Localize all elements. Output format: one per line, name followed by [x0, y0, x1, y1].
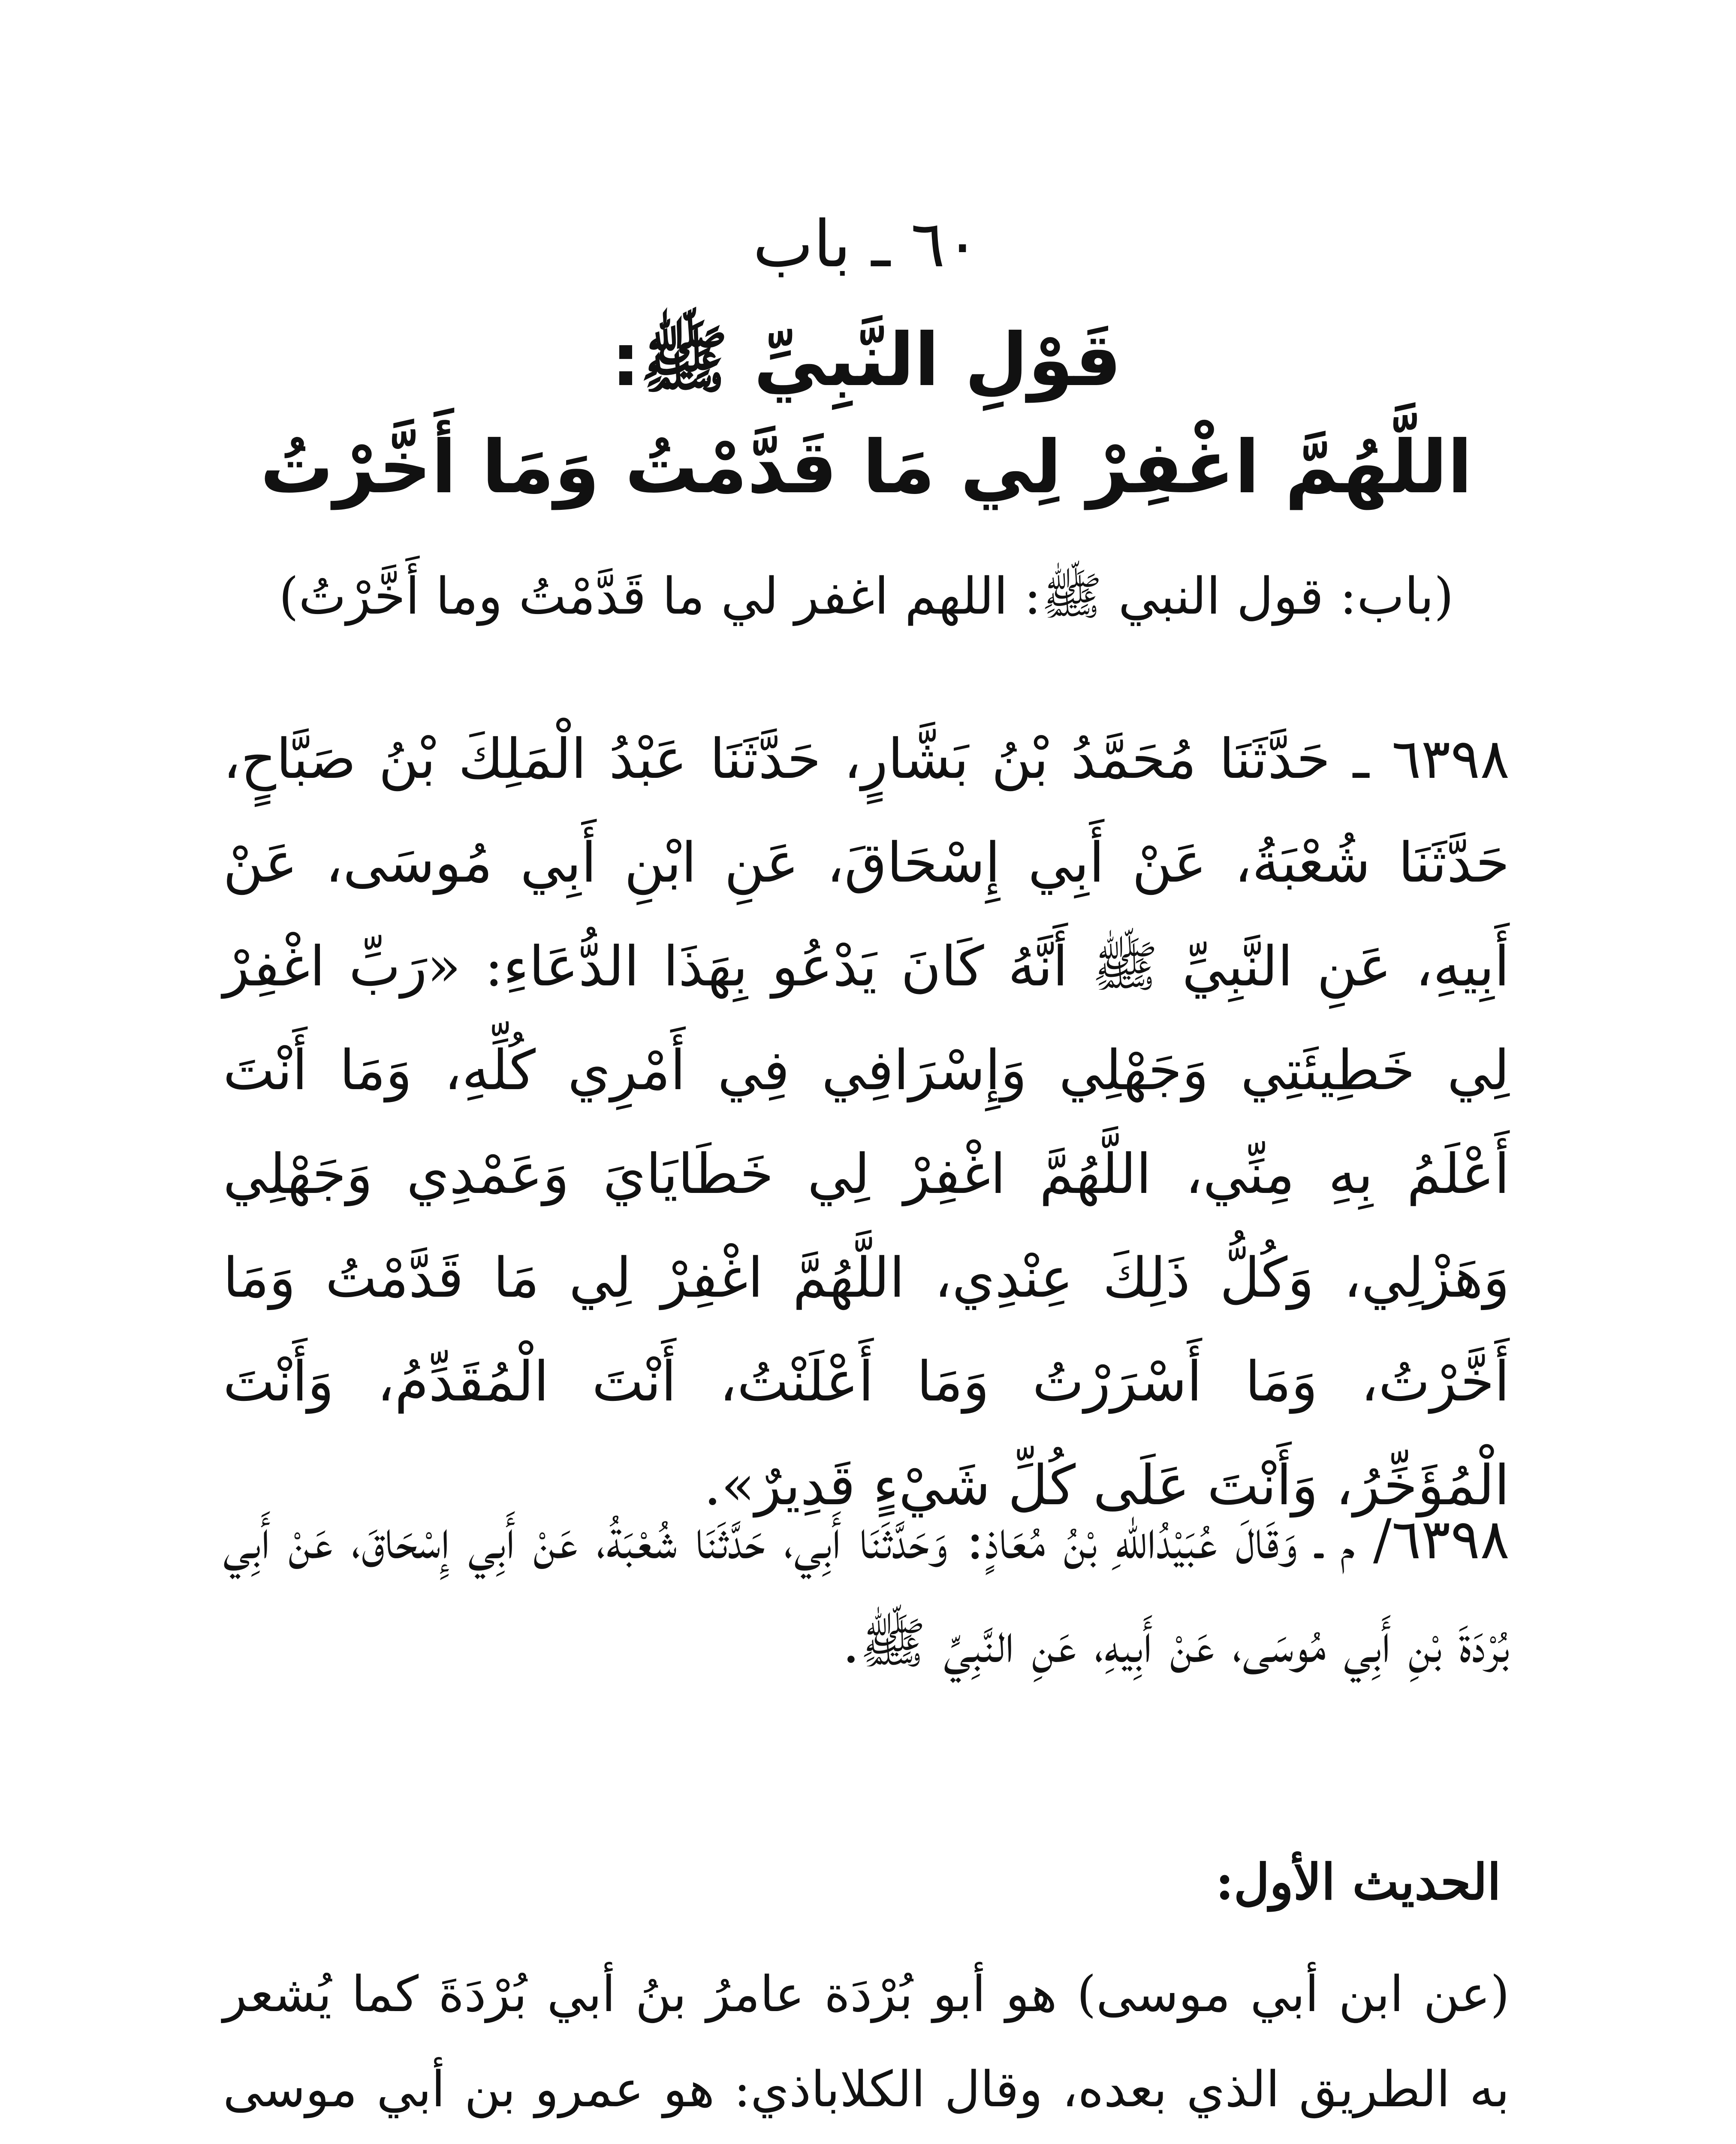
commentary-text: (عن ابن أبي موسى) هو أبو بُرْدَة عامرُ بنُ أبي بُرْدَةَ كما يُشعر به الطريق الذي بعده، وقال الكلاباذي: هو عمرو بن أبي موسى — [223, 1966, 1510, 2118]
bab-title-line: (باب: قول النبي ﷺ: اللهم اغفر لي ما قَدَّمْتُ وما أَخَّرْتُ) — [279, 566, 1454, 626]
commentary-title: الحديث الأول: — [1215, 1853, 1501, 1911]
chapter-heading-line-2: اللَّهُمَّ اغْفِرْ لِي مَا قَدَّمْتُ وَمَا أَخَّرْتُ — [260, 425, 1473, 510]
chapter-number: ٦٠ ـ باب — [753, 207, 980, 282]
chapter-heading-line-1: قَوْلِ النَّبِيِّ ﷺ: — [611, 318, 1121, 403]
hadith-6398-m: ٦٣٩٨/ م ـ وَقَالَ عُبَيْدُاللهِ بْنُ مُعَاذٍ: وَحَدَّثَنَا أَبِي، حَدَّثَنَا شُعْبَةُ، عَنْ أَبِي إِسْحَاقَ، عَنْ أَبِي بُرْدَةَ بْنِ أَبِي مُوسَى، عَنْ أَبِيهِ، عَنِ النَّبِيِّ ﷺ. — [223, 1508, 1510, 1675]
hadith-6398: ٦٣٩٨ ـ حَدَّثَنَا مُحَمَّدُ بْنُ بَشَّارٍ، حَدَّثَنَا عَبْدُ الْمَلِكَ بْنُ صَبَّاحٍ، حَدَّثَنَا شُعْبَةُ، عَنْ أَبِي إِسْحَاقَ، عَنِ ابْنِ أَبِي مُوسَى، عَنْ أَبِيهِ، عَنِ النَّبِيِّ ﷺ أَنَّهُ كَانَ يَدْعُو بِهَذَا الدُّعَاءِ: «رَبِّ اغْفِرْ لِي خَطِيئَتِي وَجَهْلِي وَإِسْرَافِي فِي أَمْرِي كُلِّهِ، وَمَا أَنْتَ أَعْلَمُ بِهِ مِنِّي، اللَّهُمَّ اغْفِرْ لِي خَطَايَايَ وَعَمْدِي وَجَهْلِي وَهَزْلِي، وَكُلُّ ذَلِكَ عِنْدِي، اللَّهُمَّ اغْفِرْ لِي مَا قَدَّمْتُ وَمَا أَخَّرْتُ، وَمَا أَسْرَرْتُ وَمَا أَعْلَنْتُ، أَنْتَ الْمُقَدِّمُ، وَأَنْتَ الْمُؤَخِّرُ، وَأَنْتَ عَلَى كُلِّ شَيْءٍ قَدِيرٌ». — [223, 727, 1510, 1518]
